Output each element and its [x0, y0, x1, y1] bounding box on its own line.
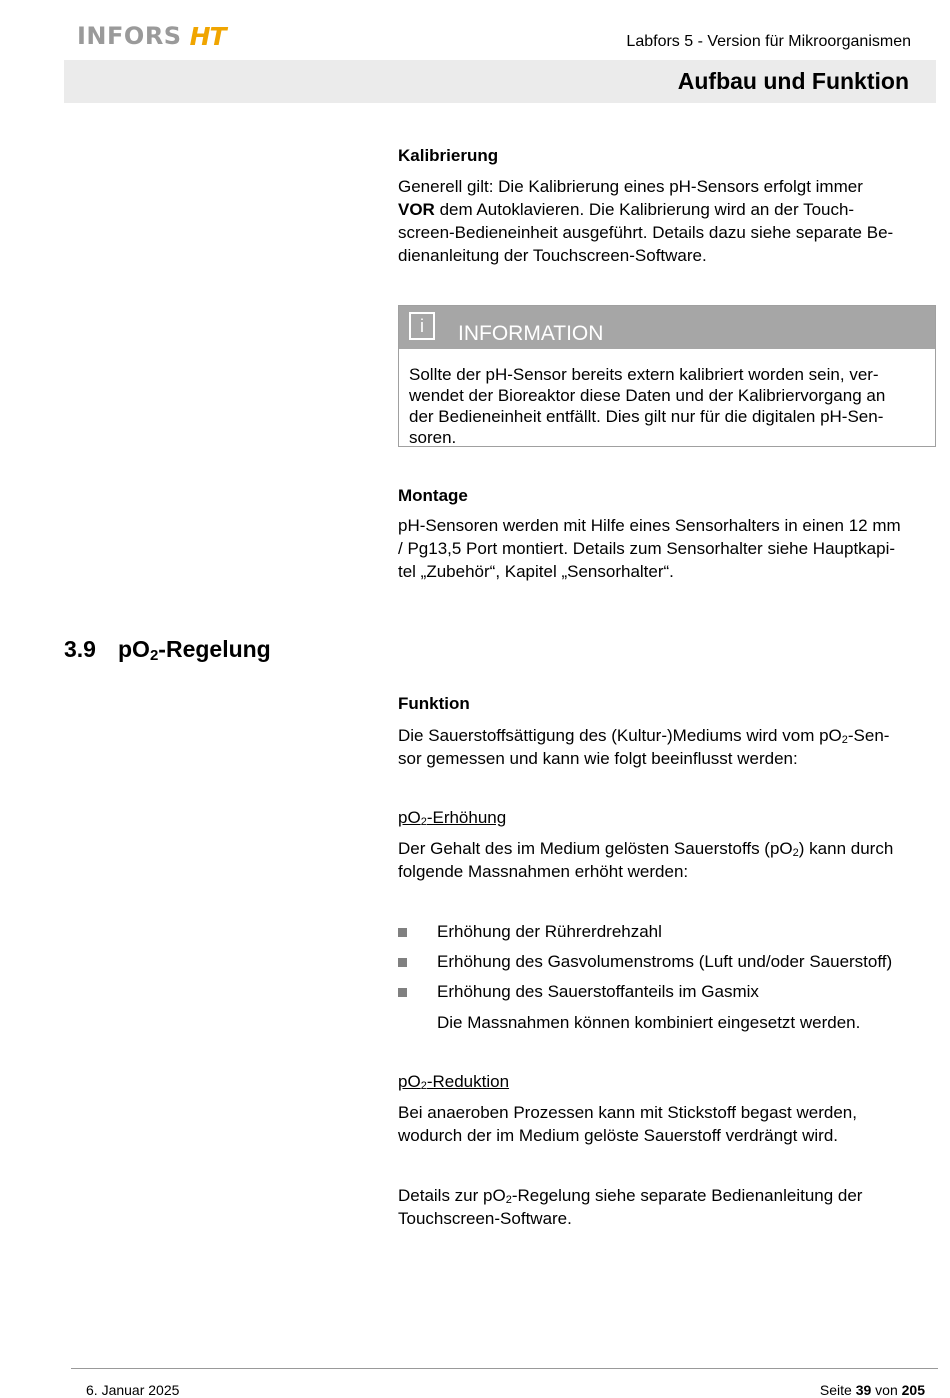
- square-bullet-icon: [398, 958, 407, 967]
- information-title: INFORMATION: [458, 322, 604, 345]
- section-title: Aufbau und Funktion: [677, 68, 909, 94]
- information-box: [398, 305, 936, 447]
- logo-mark: HT: [189, 21, 226, 51]
- information-header: [399, 306, 935, 349]
- montage-heading: Montage: [398, 486, 468, 505]
- kalibrierung-heading: Kalibrierung: [398, 146, 499, 165]
- infors-logo: [77, 22, 226, 50]
- details-text: Details zur $pO_2$-Regelung siehe separate Bedienanleitung der Touchscreen-Software.: [398, 1186, 863, 1228]
- chapter-heading: [64, 636, 271, 663]
- chapter-title: $pO_2$-Regelung: [118, 636, 271, 664]
- kalibrierung-text: Generell gilt: Die Kalibrierung eines pH-Sensors erfolgt immer VOR dem Autoklavieren. Die Kalibrierung wird an der Touch- screen-Bedieneinheit ausgeführt. Details dazu siehe separate Be- dienanleitung der Touchscreen-Software.: [398, 177, 894, 265]
- document-subtitle: Labfors 5 - Version für Mikroorganismen: [626, 33, 911, 50]
- vor-emphasis: VOR: [398, 200, 435, 219]
- erhoehung-text: Der Gehalt des im Medium gelösten Sauerstoffs $(pO_2)$ kann durch folgende Massnahmen erhöht werden:: [398, 839, 894, 881]
- reduktion-text: Bei anaeroben Prozessen kann mit Stickstoff begast werden, wodurch der im Medium gelöste Sauerstoff verdrängt wird.: [398, 1103, 857, 1145]
- chapter-number: 3.9: [64, 636, 96, 662]
- square-bullet-icon: [398, 928, 407, 937]
- page-number: Seite 39 von 205: [819, 1382, 925, 1398]
- footer-divider: [71, 1368, 938, 1369]
- square-bullet-icon: [398, 988, 407, 997]
- footer-date: 6. Januar 2025: [86, 1382, 180, 1398]
- funktion-heading: Funktion: [398, 694, 470, 713]
- funktion-text: Die Sauerstoffsättigung des (Kultur-)Mediums wird vom $pO_2-Sen-$ sor gemessen und kann wie folgt beeinflusst werden:: [398, 726, 890, 768]
- logo-text: INFORS: [77, 22, 182, 50]
- section-bar: [64, 60, 936, 103]
- reduktion-heading: $pO_2$-Reduktion: [398, 1072, 510, 1092]
- measures-note: Die Massnahmen können kombiniert eingesetzt werden.: [437, 1013, 861, 1032]
- erhoehung-heading: $pO_2$-Erhöhung: [398, 808, 507, 828]
- information-text: Sollte der pH-Sensor bereits extern kalibriert worden sein, ver- wendet der Bioreaktor diese Daten und der Kalibriervorgang an der Bedieneinheit entfällt. Dies gilt nur für die digitalen pH-Sen- soren.: [409, 365, 886, 447]
- montage-text: pH-Sensoren werden mit Hilfe eines Sensorhalters in einen 12 mm / Pg13,5 Port montiert. Details zum Sensorhalter siehe Hauptkapi- tel „Zubehör“, Kapitel „Sensorhalter“.: [398, 516, 901, 581]
- info-icon: i: [409, 312, 435, 340]
